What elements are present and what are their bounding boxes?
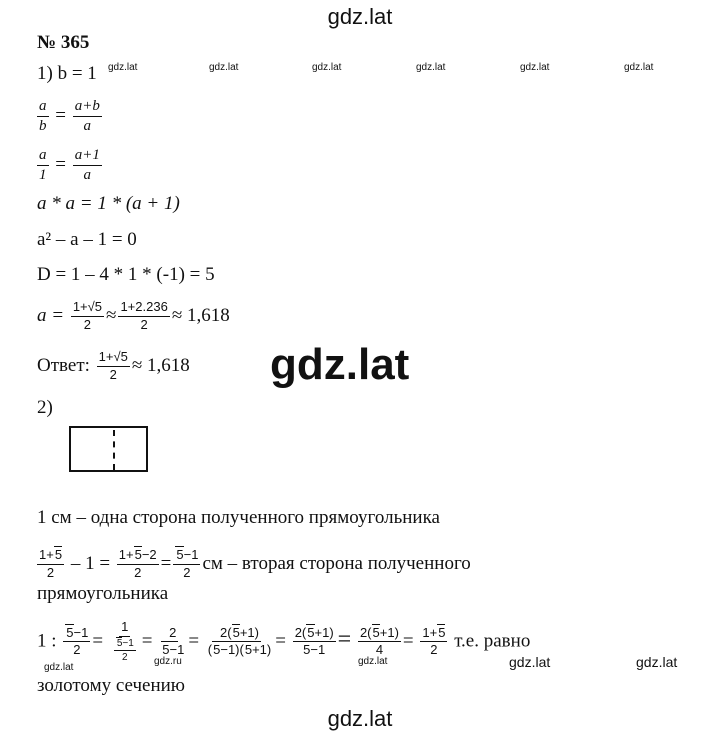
part2-label: 2) [37,397,53,418]
text-line-2: $\frac{1+5}{2}$ – 1 = $\frac{1+5-2}{2}$ = $\frac{5-1}{2}$ см – вторая сторона полученного [39,547,471,580]
watermark-small: gdz.lat [520,62,550,73]
equation-2: $\frac{a}{1}$ = $\frac{a+1}{a}$ [39,147,100,184]
equation-4: a² – a – 1 = 0 [37,229,137,250]
watermark-center: gdz.lat [270,340,410,389]
equation-5: D = 1 – 4 * 1 * (-1) = 5 [37,264,215,285]
watermark-top: gdz.lat [327,4,393,29]
watermark-small: gdz.lat [509,654,551,670]
fold-line [113,430,115,470]
watermark-small: gdz.lat [209,62,239,73]
answer-line: Ответ: $\frac{1+√5}{2}$ ≈ 1,618 [37,349,190,382]
watermark-small: gdz.lat [416,62,446,73]
watermark-small: gdz.lat [636,654,678,670]
equation-1: $\frac{a}{b}$ = $\frac{a+b}{a}$ [39,98,100,135]
watermark-bottom: gdz.lat [327,706,393,731]
problem-number: № 365 [37,32,90,53]
watermark-small: gdz.lat [358,656,388,667]
part1-label: 1) b = 1 [37,63,97,84]
text-line-4: 1 : $\frac{5-1}{2}$ = $\frac{1}{\frac{5-1}{2}}$ = $\frac{2}{5-1}$ = $\frac{2(5+1)}{(5-1)(5+1)}$ = $\frac{2(5+1)}{5-1}$ = $\frac{2(5+1)}{4}$ = $\frac{1+5}{2}$ т.е. равно [37,619,531,664]
equation-3: a * a = 1 * (a + 1) [37,193,180,214]
watermark-small: gdz.lat [44,662,74,673]
watermark-small: gdz.lat [108,62,138,73]
watermark-ru: gdz.ru [154,656,182,667]
text-line-1: 1 см – одна сторона полученного прямоугольника [37,507,440,528]
rectangle-figure [69,426,148,472]
text-line-5: золотому сечению [37,675,185,696]
watermark-small: gdz.lat [312,62,342,73]
equation-6: a = $\frac{1+√5}{2}$ ≈ $\frac{1+2.236}{2}$ ≈ 1,618 [37,299,230,332]
watermark-small: gdz.lat [624,62,654,73]
text-line-3: прямоугольника [37,583,169,604]
